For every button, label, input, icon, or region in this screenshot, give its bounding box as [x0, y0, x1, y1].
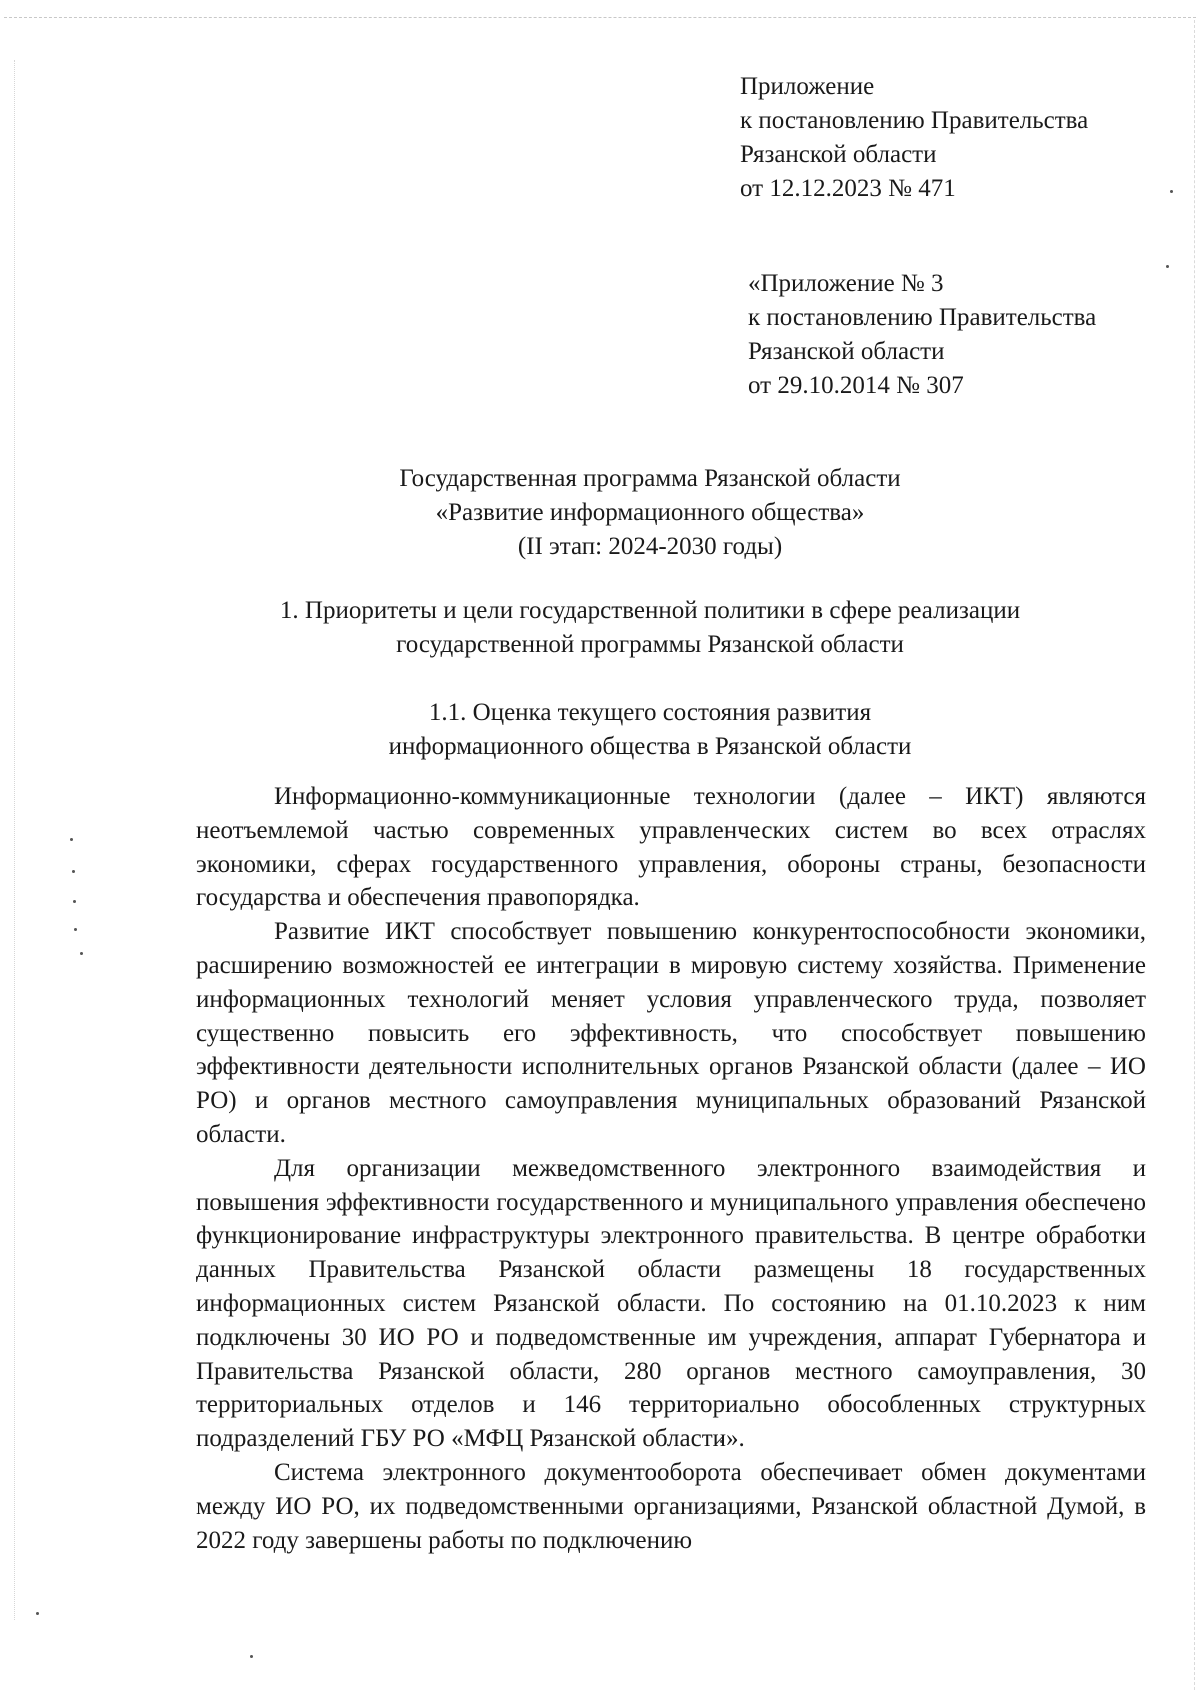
- scan-edge-top: [4, 17, 1196, 18]
- paragraph: Система электронного документооборота обеспечивает обмен документами между ИО РО, их подведомственными организациями, Рязанской областной Думой, в 2022 году завершены работы по подключению: [196, 1458, 1146, 1554]
- section-1-heading: [190, 594, 1110, 662]
- section-1-1-heading-line: 1.1. Оценка текущего состояния развития: [428, 699, 872, 726]
- paragraph: Для организации межведомственного электронного взаимодействия и повышения эффективности государственного и муниципального управления обеспечено функционирование инфраструктуры электронного правительства. В центре обработки данных Правительства Рязанской области размещены 18 государственных информационных систем Рязанской области. По состоянию на 01.10.2023 к ним подключены 30 ИО РО и подведомственные им учреждения, аппарат Губернатора и Правительства Рязанской области, 280 органов местного самоуправления, 30 территориальных отделов и 146 территориально обособленных структурных подразделений ГБУ РО «МФЦ Рязанской области».: [196, 1154, 1146, 1453]
- paragraph: Информационно-коммуникационные технологии (далее – ИКТ) являются неотъемлемой частью современных управленческих систем во всех отраслях экономики, сферах государственного управления, обороны страны, безопасности государства и обеспечения правопорядка.: [196, 783, 1146, 912]
- scan-edge-right: [1194, 20, 1195, 1690]
- paragraph: Развитие ИКТ способствует повышению конкурентоспособности экономики, расширению возможностей ее интеграции в мировую систему хозяйства. Применение информационных технологий меняет условия управленческого труда, позволяет существенно повысить его эффективность, что способствует повышению эффективности деятельности исполнительных органов Рязанской области (далее – ИО РО) и органов местного самоуправления муниципальных образований Рязанской области.: [196, 918, 1146, 1148]
- scan-speck: [250, 1655, 253, 1658]
- program-title-line: «Развитие информационного общества»: [435, 499, 865, 526]
- scan-speck: [74, 928, 77, 931]
- appendix3-stamp: [748, 267, 1096, 403]
- appendix3-line: от 29.10.2014 № 307: [748, 372, 964, 399]
- scan-speck: [1170, 190, 1173, 193]
- section-1-heading-line: 1. Приоритеты и цели государственной политики в сфере реализации: [279, 597, 1021, 624]
- program-title: [190, 462, 1110, 564]
- scan-speck: [72, 870, 75, 873]
- scan-speck: [80, 952, 83, 955]
- body-text: [196, 780, 1146, 1557]
- appendix-stamp: [740, 70, 1088, 206]
- scan-speck: [73, 900, 76, 903]
- section-1-1-heading-line: информационного общества в Рязанской области: [388, 733, 912, 760]
- appendix3-line: Рязанской области: [748, 338, 945, 365]
- appendix-line: от 12.12.2023 № 471: [740, 175, 956, 202]
- scan-speck: [70, 838, 73, 841]
- section-1-heading-line: государственной программы Рязанской области: [396, 631, 904, 658]
- appendix-line: к постановлению Правительства: [740, 107, 1089, 134]
- appendix-line: Приложение: [740, 73, 875, 100]
- scan-speck: [36, 1612, 39, 1615]
- appendix3-line: «Приложение № 3: [748, 270, 944, 297]
- scan-speck: [1166, 265, 1169, 268]
- program-title-line: (II этап: 2024-2030 годы): [517, 533, 783, 560]
- program-title-line: Государственная программа Рязанской области: [399, 465, 901, 492]
- appendix3-line: к постановлению Правительства: [748, 304, 1097, 331]
- appendix-line: Рязанской области: [740, 141, 937, 168]
- scan-edge-left: [14, 60, 15, 1620]
- section-1-1-heading: [190, 696, 1110, 764]
